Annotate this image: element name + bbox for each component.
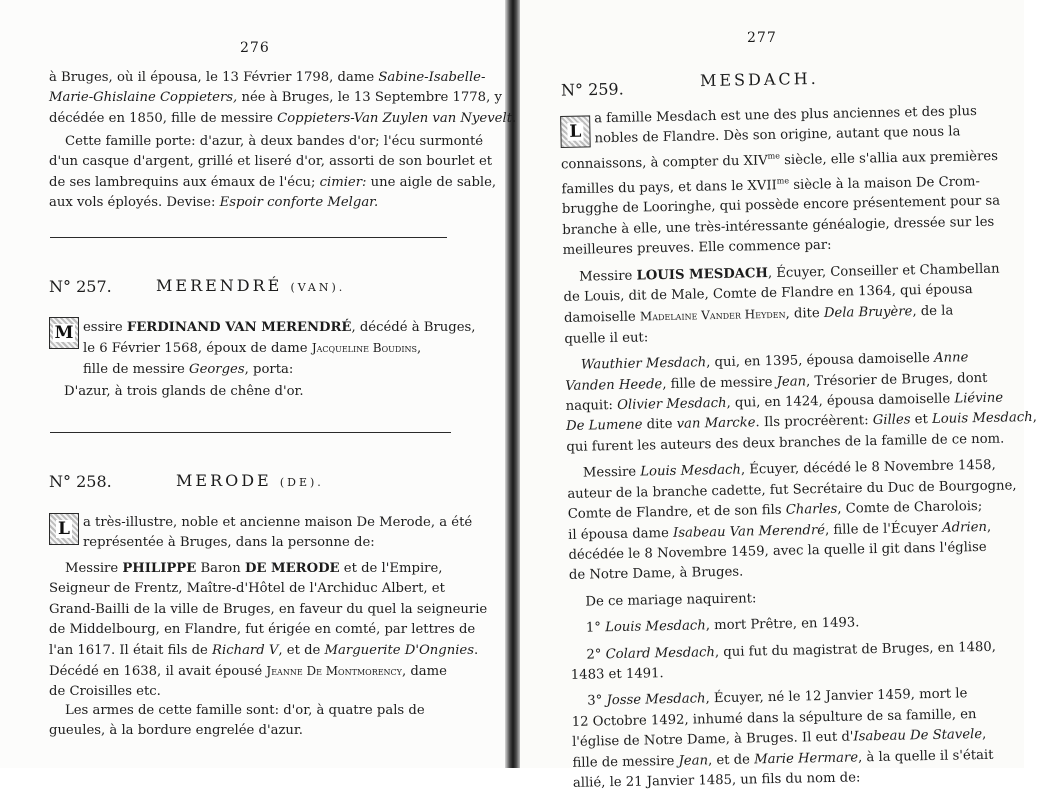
arms-paragraph xyxy=(49,132,497,214)
entry-name-particle: (VAN). xyxy=(290,281,346,294)
text-line: de Louis, dit de Male, Comte de Flandre en 1364, qui épousa xyxy=(563,282,973,305)
text-line: de Notre Dame, à Bruges. xyxy=(568,564,744,584)
text-line: allié, le 21 Janvier 1485, un fils du nom de: xyxy=(572,770,861,791)
entry-258-intro xyxy=(83,513,473,554)
text-line: l'an 1617. Il était fils de Richard V, et de Marguerite D'Ongnies. xyxy=(49,642,479,658)
text-line: fille de messire Jean, et de Marie Hermare, à la quelle il s'était xyxy=(572,747,994,771)
ornamental-initial-l xyxy=(49,513,79,545)
text-line: représentée à Bruges, dans la personne de: xyxy=(83,535,375,551)
mesdach-children-intro xyxy=(569,585,981,613)
ornamental-initial-m xyxy=(49,317,79,349)
text-line: Seigneur de Frentz, Maître-d'Hôtel de l'Archiduc Albert, et xyxy=(49,581,445,597)
page-number-left: 276 xyxy=(240,40,270,56)
entry-258-body xyxy=(49,559,488,703)
text-line: Grand-Bailli de la ville de Bruges, en faveur du quel la seigneurie xyxy=(49,601,488,617)
text-line: gueules, à la bordure engrelée d'azur. xyxy=(49,723,303,739)
text-line: il épousa dame Isabeau Van Merendré, fille de l'Écuyer Adrien, xyxy=(568,519,992,543)
mesdach-child-3 xyxy=(571,684,994,794)
dropcap-letter: M xyxy=(54,323,74,343)
entry-number-258: N° 258. xyxy=(49,472,112,491)
text-line: Décédé en 1638, il avait épousé Jeanne De Montmorency, dame xyxy=(49,664,447,680)
text-line: nobles de Flandre. Dès son origine, autant que nous la xyxy=(594,124,961,147)
text-line: Wauthier Mesdach, qui, en 1395, épousa damoiselle Anne xyxy=(580,350,969,373)
text-line: qui furent les auteurs des deux branches de la famille de ce nom. xyxy=(566,431,1005,455)
text-line: 2° Colard Mesdach, qui fut du magistrat de Bruges, en 1480, xyxy=(586,639,997,663)
entry-name: MERODE xyxy=(176,471,272,490)
text-line: de ses lambrequins aux émaux de l'écu; cimier: une aigle de sable, xyxy=(49,174,497,190)
text-line: Vanden Heede, fille de messire Jean, Trésorier de Bruges, dont xyxy=(565,370,988,394)
mesdach-child-2 xyxy=(570,638,997,687)
text-line: brugghe de Looringhe, qui possède encore présentement pour sa xyxy=(561,193,1001,218)
entry-name-particle: (DE). xyxy=(279,476,324,489)
text-line: Comte de Flandre, et de son fils Charles, Comte de Charolois; xyxy=(567,499,983,523)
text-line: branche à elle, une très-intéressante généalogie, dressée sur les xyxy=(562,214,995,238)
text-line: le 6 Février 1568, époux de dame Jacqueline Boudins, xyxy=(83,341,422,357)
intro-paragraph xyxy=(49,68,517,129)
text-line: naquit: Olivier Mesdach, qui, en 1424, épousa damoiselle Liévine xyxy=(565,390,1004,415)
text-line: aux vols éployés. Devise: Espoir conforte Melgar. xyxy=(49,195,379,211)
text-line: a famille Mesdach est une des plus anciennes et des plus xyxy=(594,104,977,127)
text-line: Les armes de cette famille sont: d'or, à quatre pals de xyxy=(65,703,425,718)
entry-heading-mesdach: MESDACH. xyxy=(699,68,819,91)
right-page-body xyxy=(560,102,1038,800)
entry-257-arms: D'azur, à trois glands de chêne d'or. xyxy=(64,384,304,399)
text-line: essire FERDINAND VAN MERENDRÉ, décédé à Bruges, xyxy=(83,320,476,335)
mesdach-louis-secretary xyxy=(567,456,1017,586)
text-line: 1483 et 1491. xyxy=(570,666,664,683)
entry-258-arms xyxy=(49,701,455,742)
text-line: meilleures preuves. Elle commence par: xyxy=(562,238,832,259)
entry-name: MERENDRÉ xyxy=(156,276,283,295)
text-line: de Croisilles etc. xyxy=(49,684,161,700)
mesdach-child-1 xyxy=(570,611,982,639)
dropcap-letter: L xyxy=(569,121,582,142)
dropcap-letter: L xyxy=(58,519,70,539)
text-line: familles du pays, et dans le $XVII^{me}$ siècle à la maison De Crom- xyxy=(561,173,980,197)
text-line: à Bruges, où il épousa, le 13 Février 1798, dame Sabine-Isabelle- xyxy=(49,70,486,85)
text-line: décédée en 1850, fille de messire Coppieters-Van Zuylen van Nyevelt. xyxy=(49,110,517,126)
text-line: 1° Louis Mesdach, mort Prêtre, en 1493. xyxy=(585,615,860,636)
text-line: fille de messire Georges, porta: xyxy=(83,361,294,377)
text-line: damoiselle Madelaine Vander Heyden, dite Dela Bruyère, de la xyxy=(563,303,954,327)
text-line: décédée le 8 Novembre 1459, avec la quelle il git dans l'église xyxy=(568,539,987,563)
text-line: Messire LOUIS MESDACH, Écuyer, Conseiller et Chambellan xyxy=(579,261,1000,285)
text-line: auteur de la branche cadette, fut Secrétaire du Duc de Bourgogne, xyxy=(567,477,1017,502)
mesdach-intro xyxy=(560,102,1001,262)
text-line: Messire Louis Mesdach, Écuyer, décédé le 8 Novembre 1458, xyxy=(582,457,996,481)
mesdach-wauthier xyxy=(565,348,1038,458)
text-line: connaissons, à compter du $XIV^{me}$ siècle, elle s'allia aux premières xyxy=(560,148,999,173)
entry-heading-merode xyxy=(176,471,324,490)
text-line: a très-illustre, noble et ancienne maison De Merode, a été xyxy=(83,515,473,530)
mesdach-louis xyxy=(563,260,1000,351)
page-number-right: 277 xyxy=(747,30,777,46)
text-line: 3° Josse Mesdach, Écuyer, né le 12 Janvier 1459, mort le xyxy=(587,686,968,709)
text-line: Marie-Ghislaine Coppieters, née à Bruges, le 13 Septembre 1778, y xyxy=(49,90,502,106)
section-divider xyxy=(50,237,447,238)
text-line: De Lumene dite van Marcke. Ils procréèrent: Gilles et Louis Mesdach, xyxy=(565,410,1038,435)
text-line: De ce mariage naquirent: xyxy=(585,591,757,610)
text-line: quelle il eut: xyxy=(564,330,649,347)
text-line: d'un casque d'argent, grillé et liseré d'or, assorti de son bourlet et xyxy=(49,154,493,170)
entry-number-259: N° 259. xyxy=(560,79,624,100)
text-line: de Middelbourg, en Flandre, fut érigée en comté, par lettres de xyxy=(49,622,476,638)
text-line: Cette famille porte: d'azur, à deux bandes d'or; l'écu surmonté xyxy=(65,134,484,149)
text-line: l'église de Notre Dame, à Bruges. Il eut d'Isabeau De Stavele, xyxy=(572,727,987,751)
entry-heading-merendre xyxy=(156,276,345,295)
section-divider xyxy=(50,432,451,433)
entry-257-text xyxy=(83,318,476,380)
text-line: Messire PHILIPPE Baron DE MERODE et de l'Empire, xyxy=(65,561,443,576)
entry-number-257: N° 257. xyxy=(49,277,112,296)
text-line: 12 Octobre 1492, inhumé dans la sépulture de sa famille, en xyxy=(571,706,977,730)
